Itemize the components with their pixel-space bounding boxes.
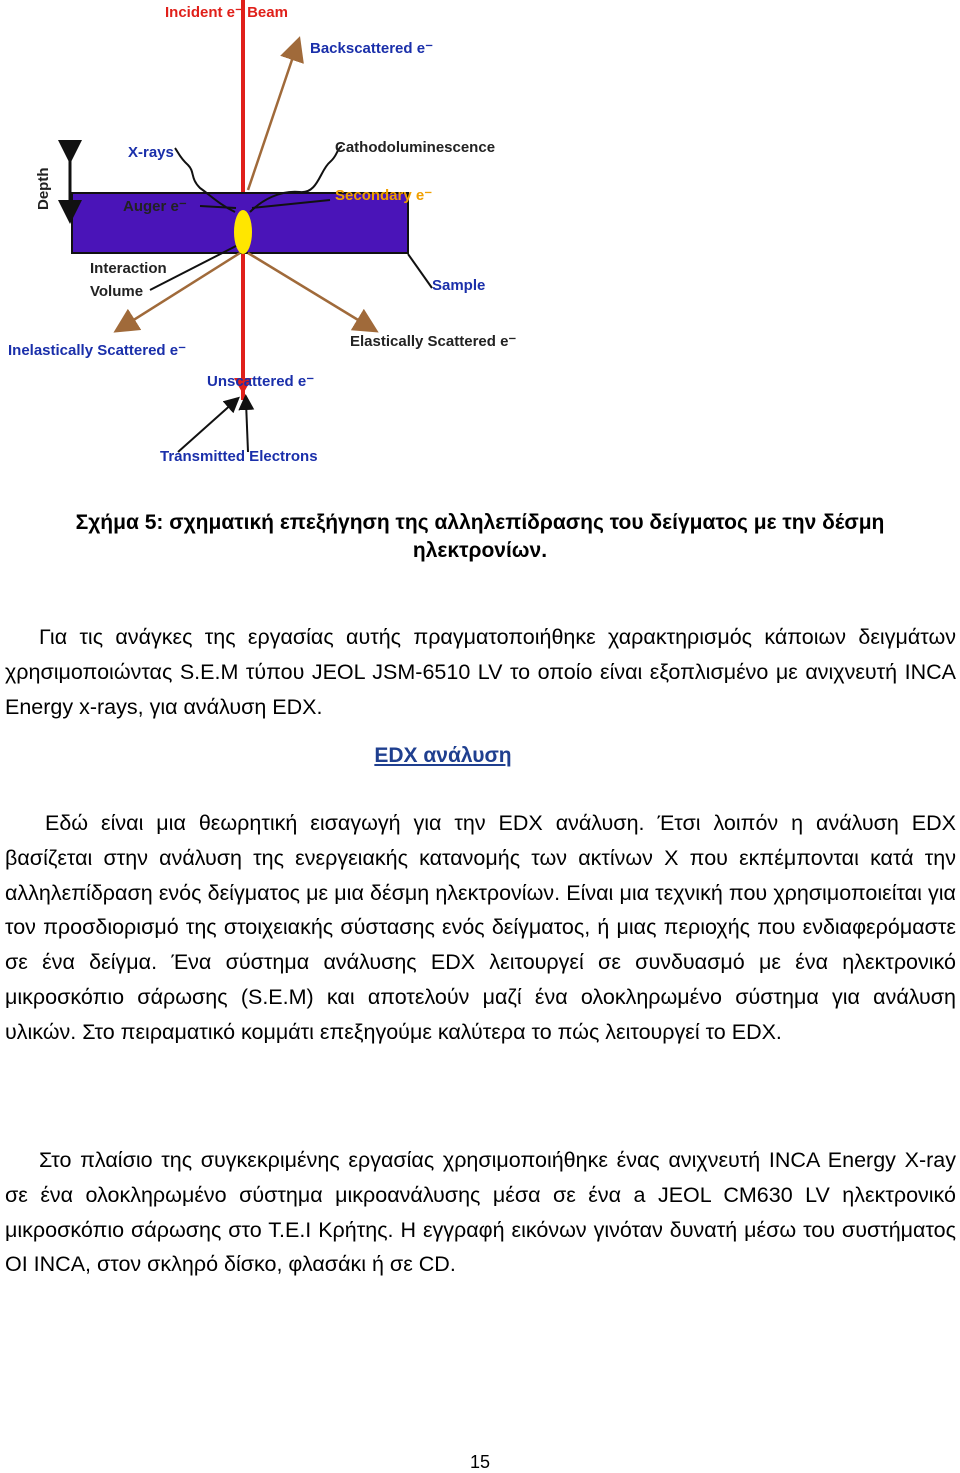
label-sample: Sample	[432, 277, 486, 294]
label-secondary: Secondary e⁻	[335, 187, 433, 204]
interaction-spot	[234, 210, 252, 254]
label-backscattered: Backscattered e⁻	[310, 40, 433, 57]
label-inelastically: Inelastically Scattered e⁻	[8, 342, 187, 359]
transmitted-arrow-left	[178, 402, 234, 452]
label-unscattered: Unscattered e⁻	[207, 373, 315, 390]
elastic-arrow	[248, 253, 368, 326]
sample-pointer	[408, 254, 432, 288]
label-transmitted: Transmitted Electrons	[160, 448, 318, 465]
label-incident-beam: Incident e⁻ Beam	[165, 4, 288, 21]
label-interaction-line1: Interaction	[90, 260, 167, 277]
body-paragraph-1: Εδώ είναι μια θεωρητική εισαγωγή για την EDX ανάλυση. Έτσι λοιπόν η ανάλυση EDX βασίζεται στην ανάλυση της ενεργειακής κατανομής των ακτίνων X που εκπέμπονται κατά την αλληλεπίδραση ενός δείγματος με μια δέσμη ηλεκτρονίων. Είναι μια τεχνική που χρησιμοποιείται για τον προσδιορισμό της στοιχειακής σύστασης ενός δείγματος, ή μιας περιοχής που ενδιαφερόμαστε σε ένα δείγμα. Ένα σύστημα ανάλυσης EDX λειτουργεί σε συνδυασμό με ένα ηλεκτρονικό μικροσκόπιο σάρωσης (S.E.M) και αποτελούν μαζί ένα ολοκληρωμένο σύστημα για ανάλυση υλικών. Στο πειραματικό κομμάτι επεξηγούμε καλύτερα το πώς λειτουργεί το EDX.	[5, 811, 956, 1044]
label-elastically: Elastically Scattered e⁻	[350, 333, 517, 350]
label-depth-side: Depth	[35, 167, 52, 210]
transmitted-arrow-right	[246, 402, 248, 452]
figure-caption-line2: ηλεκτρονίων.	[412, 539, 548, 562]
electron-sample-interaction-diagram	[0, 0, 570, 470]
intro-paragraph: Για τις ανάγκες της εργασίας αυτής πραγματοποιήθηκε χαρακτηρισμός κάποιων δειγμάτων χρησιμοποιώντας S.E.M τύπου JEOL JSM-6510 LV το οποίο είναι εξοπλισμένο με ανιχνευτή INCA Energy x-rays, για ανάλυση EDX.	[5, 625, 956, 719]
body-paragraph-2: Στο πλαίσιο της συγκεκριμένης εργασίας χρησιμοποιήθηκε ένας ανιχνευτή INCA Energy X-ray σε ένα ολοκληρωμένο σύστημα μικροανάλυσης μέσα σε ένα a JEOL CM630 LV ηλεκτρονικό μικροσκόπιο σάρωσης στο Τ.Ε.Ι Κρήτης. Η εγγραφή εικόνων γινόταν δυνατή μέσω του συστήματος OI INCA, στον σκληρό δίσκο, φλασάκι ή σε CD.	[5, 1148, 956, 1277]
section-heading: EDX ανάλυση	[374, 744, 512, 767]
label-cathodoluminescence: Cathodoluminescence	[335, 139, 496, 156]
page-number: 15	[469, 1452, 491, 1472]
label-interaction-line2: Volume	[90, 283, 144, 300]
backscattered-arrow	[248, 48, 296, 190]
label-xrays: X-rays	[128, 144, 174, 161]
figure-caption-line1: Σχήμα 5: σχηματική επεξήγηση της αλληλεπίδρασης του δείγματος με την δέσμη	[75, 511, 885, 534]
label-auger: Auger e⁻	[123, 198, 187, 215]
